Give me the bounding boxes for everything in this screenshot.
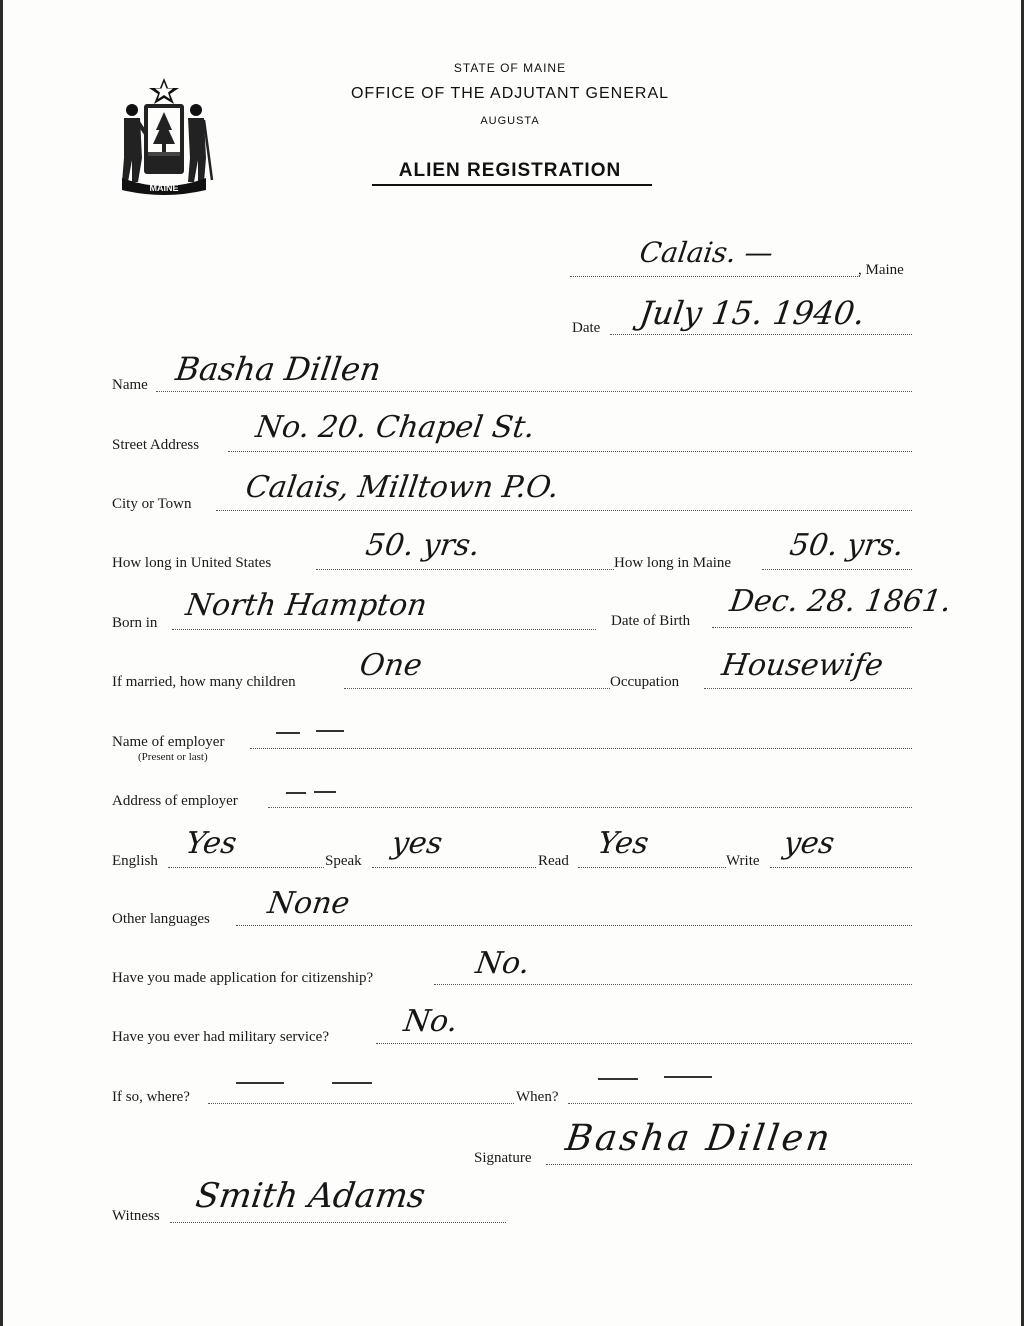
when-label: When? (516, 1089, 559, 1105)
employer-address-line (268, 807, 912, 808)
occupation-label: Occupation (610, 674, 680, 690)
title-underline (372, 184, 652, 186)
seal-text: MAINE (149, 183, 179, 193)
read-line (578, 867, 726, 868)
employer-address-dash (314, 791, 336, 793)
if-so-where-label: If so, where? (112, 1089, 190, 1105)
write-label: Write (726, 853, 760, 869)
name-label: Name (112, 377, 148, 393)
street-address-line (228, 451, 912, 452)
when-dash (664, 1076, 712, 1078)
maine-state-seal (112, 74, 216, 198)
other-languages-value: None (265, 886, 352, 921)
employer-address-dash (286, 792, 306, 794)
born-in-label: Born in (112, 615, 158, 631)
english-value: Yes (183, 826, 239, 861)
street-address-value: No. 20. Chapel St. (253, 410, 537, 445)
citizenship-label: Have you made application for citizenship? (112, 970, 374, 986)
other-languages-label: Other languages (112, 911, 210, 927)
write-value: yes (781, 826, 837, 861)
header-state: STATE OF MAINE (453, 61, 567, 75)
if-so-where-line (208, 1103, 514, 1104)
how-long-maine-value: 50. yrs. (787, 528, 906, 563)
citizenship-line (434, 984, 912, 985)
date-label: Date (572, 320, 601, 336)
how-long-us-line (316, 569, 614, 570)
other-languages-line (236, 925, 912, 926)
military-label: Have you ever had military service? (112, 1029, 329, 1045)
witness-line (170, 1222, 506, 1223)
when-line (568, 1103, 912, 1104)
how-long-maine-line (762, 569, 912, 570)
header-office: OFFICE OF THE ADJUTANT GENERAL (350, 85, 670, 102)
citizenship-value: No. (473, 946, 532, 981)
city-value: Calais, Milltown P.O. (243, 470, 562, 505)
signature-value: Basha Dillen (563, 1118, 836, 1159)
children-label: If married, how many children (112, 674, 296, 690)
military-line (376, 1043, 912, 1044)
born-in-line (172, 629, 596, 630)
speak-line (372, 867, 536, 868)
how-long-us-label: How long in United States (112, 555, 272, 571)
how-long-us-value: 50. yrs. (363, 528, 482, 563)
children-value: One (357, 648, 425, 683)
employer-name-dash (276, 732, 300, 734)
form-title: ALIEN REGISTRATION (398, 160, 622, 181)
date-line (610, 334, 912, 335)
witness-label: Witness (112, 1208, 160, 1224)
employer-note: (Present or last) (138, 751, 208, 763)
town-value: Calais. — (637, 236, 776, 269)
employer-name-dash (316, 730, 344, 732)
city-label: City or Town (112, 496, 192, 512)
date-of-birth-label: Date of Birth (611, 613, 691, 629)
when-dash (598, 1078, 638, 1080)
witness-value: Smith Adams (193, 1176, 428, 1216)
speak-label: Speak (325, 853, 362, 869)
english-line (168, 867, 324, 868)
town-line (570, 276, 860, 277)
employer-address-label: Address of employer (112, 793, 238, 809)
occupation-value: Housewife (719, 648, 886, 683)
signature-line (546, 1164, 912, 1165)
read-value: Yes (595, 826, 651, 861)
header-city: AUGUSTA (480, 115, 540, 127)
signature-label: Signature (474, 1150, 532, 1166)
maine-suffix: , Maine (858, 262, 904, 278)
city-line (216, 510, 912, 511)
read-label: Read (538, 853, 569, 869)
date-of-birth-value: Dec. 28. 1861. (727, 584, 954, 619)
children-line (344, 688, 610, 689)
employer-name-label: Name of employer (112, 734, 225, 750)
english-label: English (112, 853, 158, 869)
speak-value: yes (389, 826, 445, 861)
military-value: No. (401, 1004, 460, 1039)
name-value: Basha Dillen (173, 350, 384, 388)
occupation-line (704, 688, 912, 689)
street-address-label: Street Address (112, 437, 200, 453)
name-line (156, 391, 912, 392)
how-long-maine-label: How long in Maine (614, 555, 732, 571)
born-in-value: North Hampton (183, 588, 430, 623)
where-dash (236, 1082, 284, 1084)
write-line (770, 867, 912, 868)
date-of-birth-line (712, 627, 912, 628)
date-value: July 15. 1940. (637, 294, 868, 332)
employer-name-line (250, 748, 912, 749)
where-dash (332, 1082, 372, 1084)
